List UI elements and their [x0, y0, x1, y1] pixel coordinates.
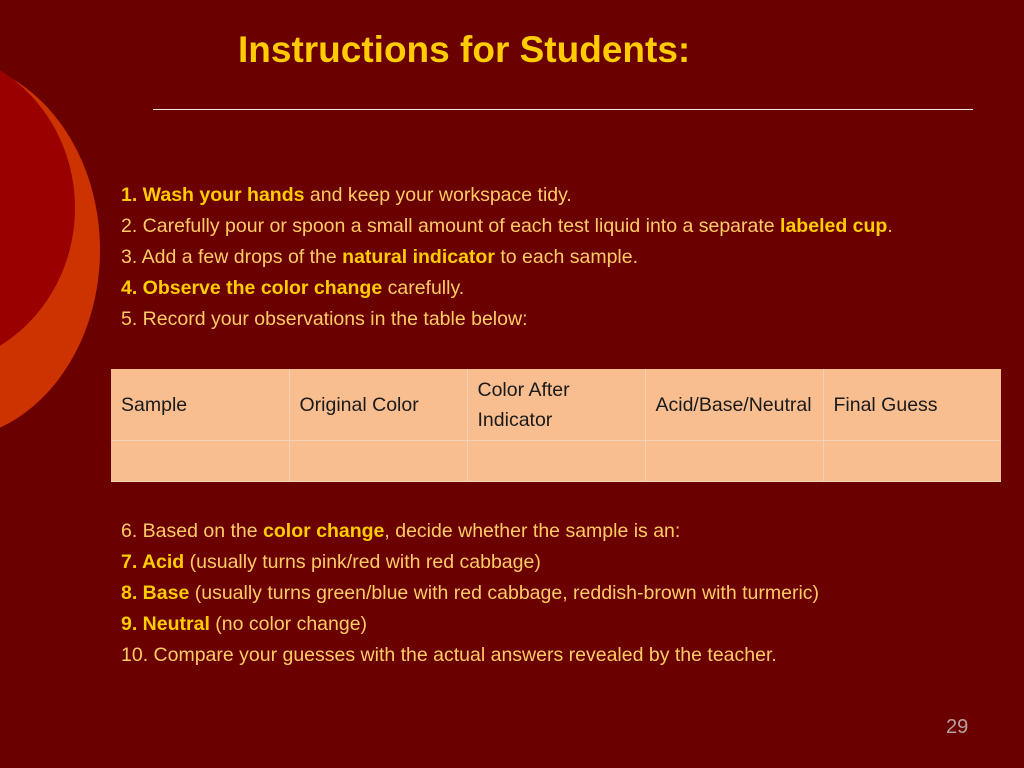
- step-6-bold: color change: [263, 520, 385, 542]
- step-10: [121, 640, 911, 671]
- step-2-suffix: .: [887, 215, 893, 237]
- observations-table: [111, 369, 1001, 482]
- title-divider: [153, 109, 973, 110]
- table-cell[interactable]: [645, 441, 823, 482]
- step-4-text: carefully.: [382, 277, 465, 299]
- step-6-text: 6. Based on the: [121, 520, 264, 542]
- slide-title: Instructions for Students:: [238, 29, 691, 70]
- instructions-list-top: [121, 180, 921, 335]
- instructions-list-bottom: [121, 516, 911, 671]
- step-5: [121, 304, 921, 335]
- step-1-text: and keep your workspace tidy.: [304, 184, 572, 206]
- table-cell[interactable]: [467, 441, 645, 482]
- step-1-bold: 1. Wash your hands: [121, 184, 305, 206]
- step-8-text: (usually turns green/blue with red cabbage, reddish-brown with turmeric): [189, 582, 820, 604]
- step-3-suffix: to each sample.: [494, 246, 639, 268]
- step-3: [121, 242, 921, 273]
- step-4: [121, 273, 921, 304]
- table-cell[interactable]: [823, 441, 1001, 482]
- step-1: [121, 180, 921, 211]
- step-7-text: (usually turns pink/red with red cabbage): [184, 551, 541, 573]
- step-10-text: 10. Compare your guesses with the actual answers revealed by the teacher.: [121, 644, 777, 666]
- step-8: [121, 578, 911, 609]
- table-header-row: [111, 369, 1001, 441]
- step-7: [121, 547, 911, 578]
- step-4-bold: 4. Observe the color change: [121, 277, 383, 299]
- step-8-bold: 8. Base: [121, 582, 190, 604]
- step-9-bold: 9. Neutral: [121, 613, 210, 635]
- step-2: [121, 211, 921, 242]
- step-9: [121, 609, 911, 640]
- step-3-text: 3. Add a few drops of the: [121, 246, 343, 268]
- step-2-text: 2. Carefully pour or spoon a small amount of each test liquid into a separate: [121, 215, 781, 237]
- step-2-bold: labeled cup: [780, 215, 888, 237]
- step-9-text: (no color change): [209, 613, 368, 635]
- table-cell[interactable]: [111, 441, 289, 482]
- header-original-color: Original Color: [289, 369, 467, 441]
- step-6: [121, 516, 911, 547]
- page-number: 29: [946, 716, 969, 738]
- step-3-bold: natural indicator: [342, 246, 495, 268]
- step-6-suffix: , decide whether the sample is an:: [384, 520, 681, 542]
- header-color-after-indicator: Color After Indicator: [467, 369, 645, 441]
- header-sample: Sample: [111, 369, 289, 441]
- table-row: [111, 441, 1001, 482]
- step-5-text: 5. Record your observations in the table below:: [121, 308, 528, 330]
- step-7-bold: 7. Acid: [121, 551, 185, 573]
- header-final-guess: Final Guess: [823, 369, 1001, 441]
- header-acid-base-neutral: Acid/Base/Neutral: [645, 369, 823, 441]
- table-cell[interactable]: [289, 441, 467, 482]
